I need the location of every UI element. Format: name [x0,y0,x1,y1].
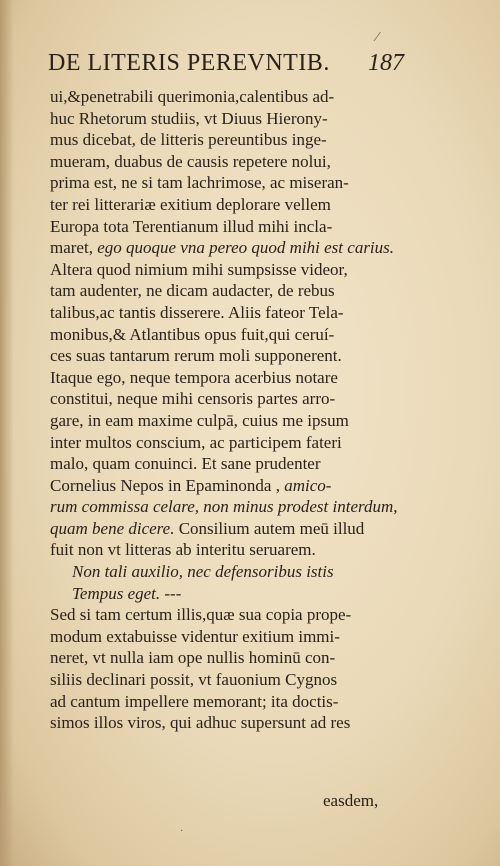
catchword: easdem, [323,791,379,810]
text-line [50,216,406,238]
italic-segment: amico- [284,475,332,495]
text-segment: Consilium autem meū illud [174,518,365,538]
text-segment: Cornelius Nepos in Epaminonda , [50,475,285,495]
text-segment: tam audenter, ne dicam audacter, de rebus [50,281,335,301]
text-segment: prima est, ne si tam lachrimose, ac miseran- [50,173,349,193]
text-segment: modum extabuisse videntur exitium immi- [50,626,340,646]
text-segment: simos illos viros, qui adhuc supersunt ad res [50,713,351,733]
page-header [48,50,404,80]
text-line [50,367,406,389]
text-segment: maret, [50,238,98,258]
text-line [50,604,406,626]
text-line [50,108,406,130]
text-segment: ui,&penetrabili querimonia,calentibus ad- [50,87,335,106]
page-number: 187 [368,50,404,76]
text-segment: huc Rhetorum studiis, vt Diuus Hierony- [50,108,328,128]
text-line [50,86,406,108]
text-segment: ter rei litterariæ exitium deplorare vellem [50,194,331,214]
italic-segment: Tempus eget. --- [72,583,182,603]
body-text [50,86,406,734]
text-segment: ad cantum impellere memorant; ita doctis- [50,691,339,711]
text-line [50,259,406,281]
text-line [50,647,406,669]
text-segment: Altera quod nimium mihi sumpsisse videor, [50,259,348,279]
text-line [50,302,406,324]
text-line [50,475,406,497]
running-title: DE LITERIS PEREVNTIB. [48,50,330,76]
text-line [50,626,406,648]
text-segment: Itaque ego, neque tempora acerbius notare [50,367,338,387]
text-segment: ces suas tantarum rerum moli supponerent. [50,346,342,366]
text-segment: gare, in eam maxime culpā, cuius me ipsum [50,410,349,430]
italic-segment: ego quoque vna pereo quod mihi est carius. [97,238,395,258]
text-segment: monibus,& Atlantibus opus fuit,qui ceruí- [50,324,335,344]
text-line [50,151,406,173]
italic-segment: rum commissa celare, non minus prodest interdum, [50,497,398,517]
italic-segment: Non tali auxilio, nec defensoribus istis [72,562,334,582]
text-line [50,345,406,367]
text-line [50,432,406,454]
text-line [50,583,406,605]
text-line [50,561,406,583]
text-line [50,496,406,518]
text-line [50,280,406,302]
text-line [50,669,406,691]
text-line [50,691,406,713]
text-line [50,410,406,432]
page-corner-mark: ⁄ [376,30,379,45]
text-segment: mus dicebat, de litteris pereuntibus inge- [50,130,327,150]
text-line [50,194,406,216]
text-line [50,129,406,151]
text-segment: Europa tota Terentianum illud mihi incla- [50,216,333,236]
text-segment: neret, vt nulla iam ope nullis hominū con- [50,648,336,668]
text-line [50,518,406,540]
text-segment: constitui, neque mihi censoris partes arro- [50,389,336,409]
text-line [50,453,406,475]
text-line [50,237,406,259]
text-segment: Sed si tam certum illis,quæ sua copia prope- [50,605,352,625]
text-line [50,712,406,734]
text-segment: inter multos conscium, ac participem fateri [50,432,342,452]
ornament-dot: · [180,826,184,837]
text-segment: mueram, duabus de causis repetere nolui, [50,151,331,171]
text-line [50,172,406,194]
text-segment: fuit non vt litteras ab interitu seruarem. [50,540,316,560]
text-line [50,539,406,561]
italic-segment: quam bene dicere. [50,518,175,538]
text-line [50,324,406,346]
text-segment: siliis declinari possit, vt fauonium Cygnos [50,670,338,690]
text-segment: malo, quam conuinci. Et sane prudenter [50,454,321,474]
text-segment: talibus,ac tantis disserere. Aliis fateor Tela- [50,302,344,322]
text-line [50,388,406,410]
